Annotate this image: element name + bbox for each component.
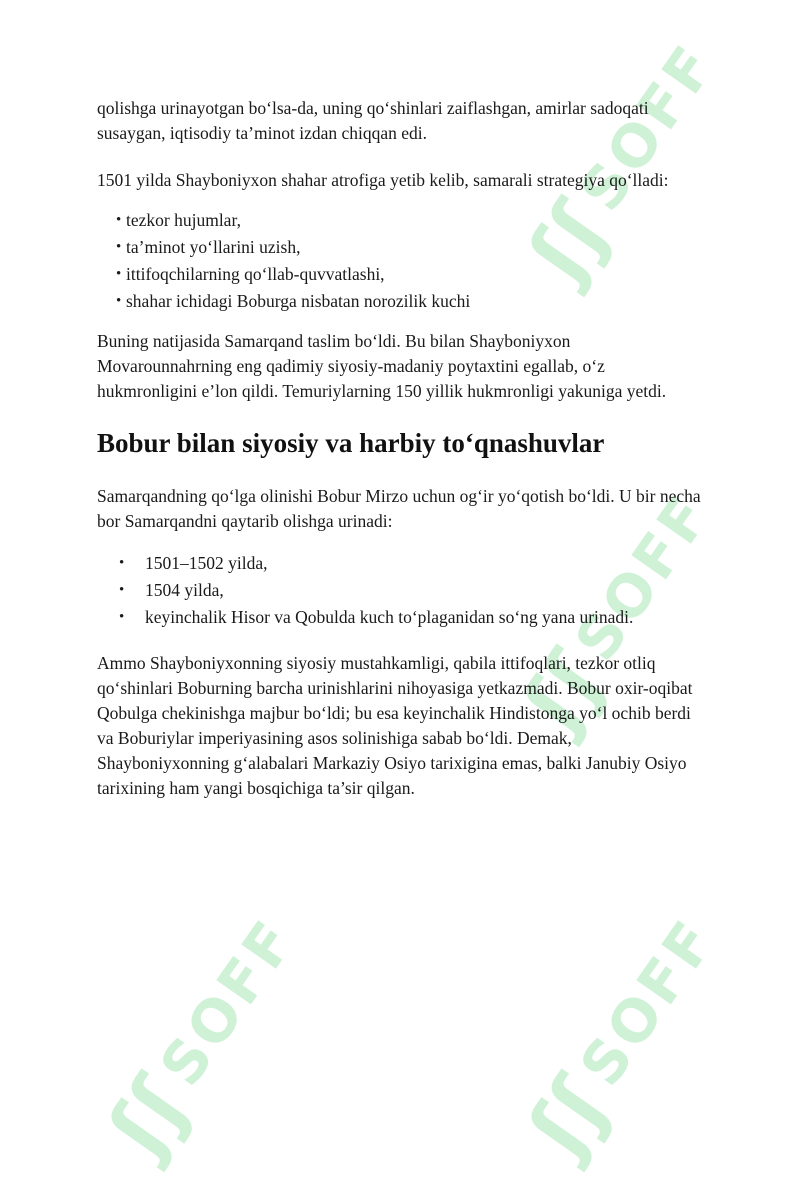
section-heading: Bobur bilan siyosiy va harbiy to‘qnashuvlar <box>97 428 605 458</box>
list-item: • shahar ichidagi Boburga nisbatan norozilik kuchi <box>116 288 707 315</box>
paragraph: Ammo Shayboniyxonning siyosiy mustahkamligi, qabila ittifoqlari, tezkor otliq qo‘shinlari Boburning barcha urinishlarini nihoyasiga yetkazmadi. Bobur oxir-oqibat Qobulga chekinishga majbur bo‘ldi; bu esa keyinchalik Hindistonga yo‘l ochib berdi va Boburiylar imperiyasining asos solinishiga sabab bo‘ldi. Demak, Shayboniyxonning g‘alabalari Markaziy Osiyo tarixigina emas, balki Janubiy Osiyo tarixining ham yangi bosqichiga ta’sir qilgan. <box>97 653 693 798</box>
paragraph: 1501 yilda Shayboniyxon shahar atrofiga yetib kelib, samarali strategiya qo‘lladi: <box>97 170 669 190</box>
list-item: • tezkor hujumlar, <box>116 207 707 234</box>
watermark: ʃʃ SOFF <box>90 906 310 1171</box>
watermark: ʃʃ SOFF <box>505 481 725 746</box>
attempts-list <box>97 550 707 631</box>
paragraph: qolishga urinayotgan bo‘lsa-da, uning qo‘shinlari zaiflashgan, amirlar sadoqati susaygan, iqtisodiy ta’minot izdan chiqqan edi. <box>97 98 649 143</box>
list-item: • keyinchalik Hisor va Qobulda kuch to‘plaganidan so‘ng yana urinadi. <box>145 604 707 631</box>
list-item: • ittifoqchilarning qo‘llab-quvvatlashi, <box>116 261 707 288</box>
strategy-list <box>97 207 707 315</box>
paragraph: Samarqandning qo‘lga olinishi Bobur Mirzo uchun og‘ir yo‘qotish bo‘ldi. U bir necha bor Samarqandni qaytarib olishga urinadi: <box>97 486 701 531</box>
list-item: • ta’minot yo‘llarini uzish, <box>116 234 707 261</box>
watermark: ʃʃ SOFF <box>510 31 730 296</box>
list-item: • 1501–1502 yilda, <box>145 550 707 577</box>
document-body <box>97 96 707 801</box>
paragraph: Buning natijasida Samarqand taslim bo‘ldi. Bu bilan Shayboniyxon Movarounnahrning eng qadimiy siyosiy-madaniy poytaxtini egallab, o‘z hukmronligini e’lon qildi. Temuriylarning 150 yillik hukmronligi yakuniga yetdi. <box>97 331 667 401</box>
list-item: • 1504 yilda, <box>145 577 707 604</box>
watermark: ʃʃ SOFF <box>510 906 730 1171</box>
